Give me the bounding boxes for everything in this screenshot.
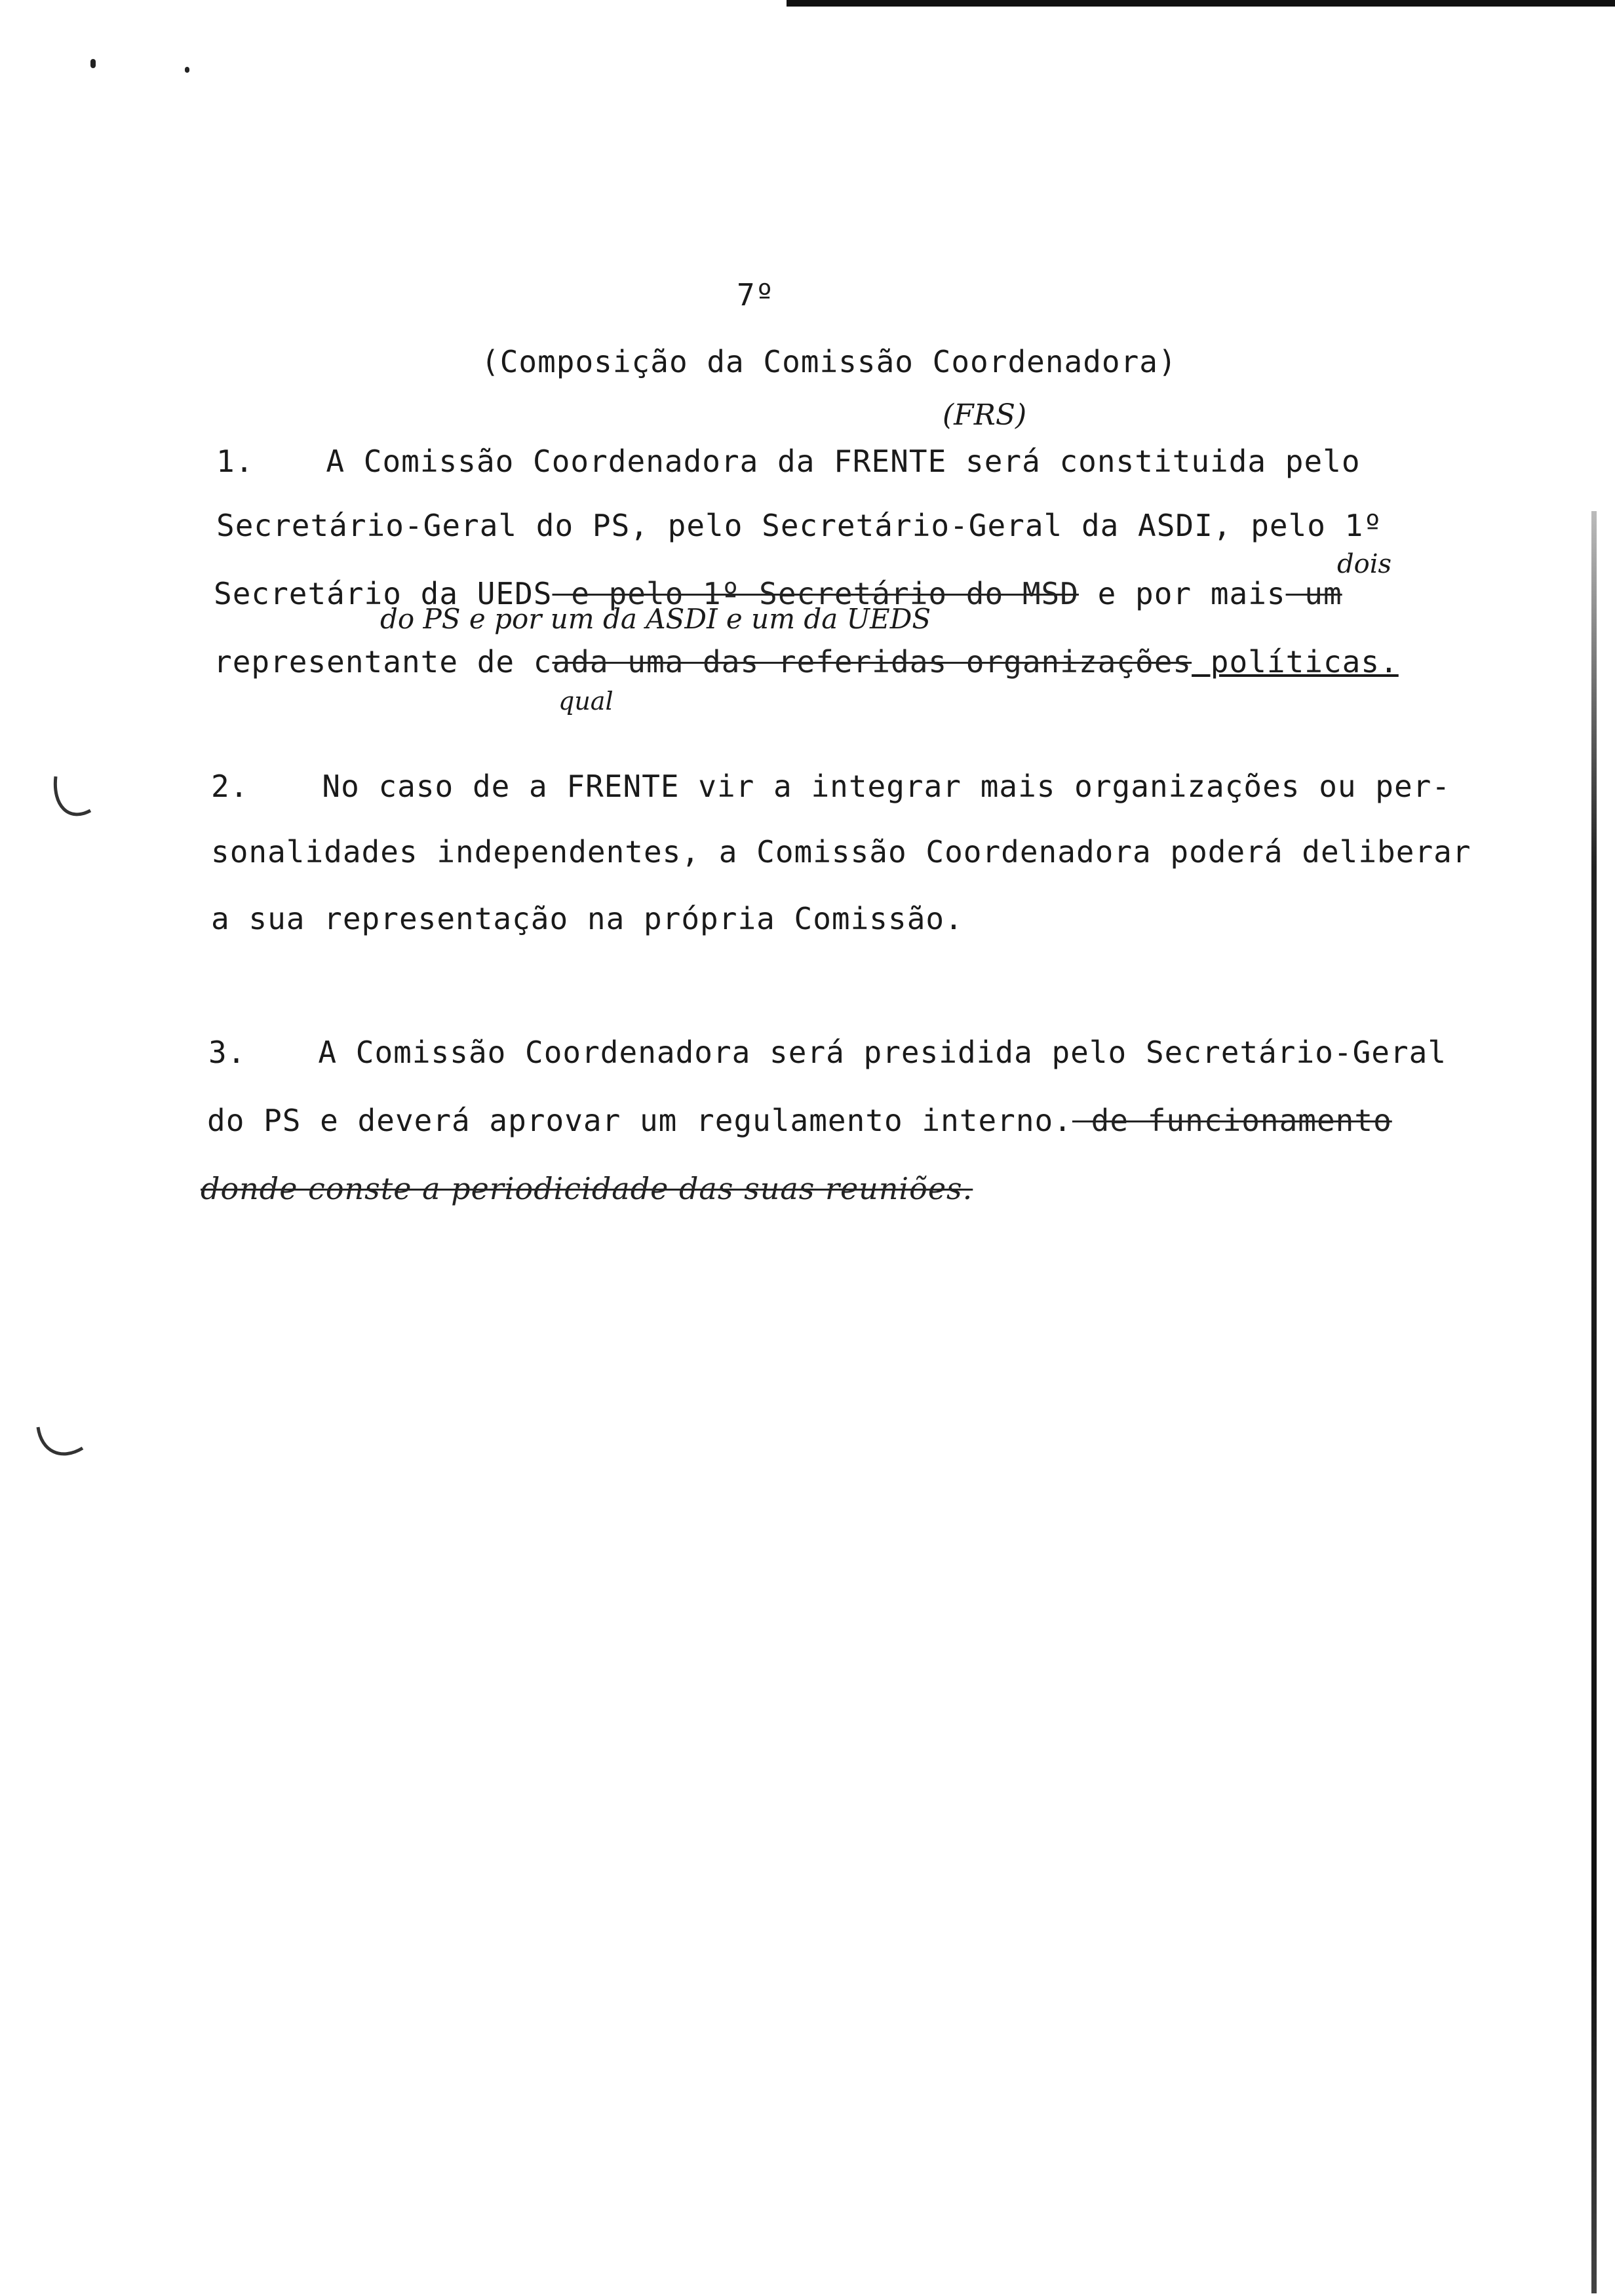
struck-text: ada uma das referidas organizações	[552, 644, 1192, 679]
paragraph-1-text: representante de c	[214, 644, 553, 679]
paragraph-2-number: 2.	[211, 769, 249, 804]
paragraph-2-line-1	[211, 768, 1450, 805]
handwritten-insert-frs: (FRS)	[943, 398, 1027, 432]
paragraph-1-line-4	[214, 643, 1399, 680]
paragraph-1-text: será constituida pelo	[946, 444, 1361, 479]
struck-text: um	[1285, 576, 1342, 611]
paragraph-1-text: e por mais	[1078, 576, 1286, 611]
scan-speck	[185, 67, 189, 73]
hole-punch-mark	[31, 1422, 90, 1468]
page-number: 7º	[737, 277, 775, 313]
paragraph-1-text: Secretário da UEDS	[214, 576, 553, 611]
scan-speck	[90, 59, 96, 68]
paragraph-1-text: A Comissão Coordenadora da FRENTE	[326, 444, 947, 479]
struck-text: de funcionamento	[1072, 1103, 1392, 1138]
struck-text: donde conste a periodicidade das suas reuniões.	[201, 1171, 973, 1206]
paragraph-1-line-2: Secretário-Geral do PS, pelo Secretário-Geral da ASDI, pelo 1º	[216, 508, 1383, 543]
paragraph-2-line-2: sonalidades independentes, a Comissão Coordenadora poderá deliberar	[211, 834, 1471, 870]
paragraph-3-line-1	[208, 1034, 1447, 1071]
struck-text: e pelo 1º Secretário do MSD	[552, 576, 1079, 611]
handwritten-insert-qual: qual	[558, 687, 613, 716]
paragraph-3-number: 3.	[208, 1035, 246, 1070]
paragraph-3-text: do PS e deverá aprovar um regulamento interno	[207, 1103, 1054, 1138]
handwritten-insert-line: do PS e por um da ASDI e um da UEDS	[380, 603, 931, 635]
handwritten-insert-dois: dois	[1337, 549, 1392, 579]
paragraph-3-line-2	[207, 1102, 1392, 1139]
paragraph-1-line-1	[216, 443, 1361, 480]
paragraph-2-text: No caso de a FRENTE vir a integrar mais organizações ou per-	[322, 769, 1451, 804]
page-heading: (Composição da Comissão Coordenadora)	[481, 344, 1177, 379]
scan-top-edge	[787, 0, 1615, 7]
hole-punch-mark	[46, 770, 98, 829]
paragraph-2-line-3: a sua representação na própria Comissão.	[211, 901, 963, 936]
paragraph-1-number: 1.	[216, 444, 254, 479]
paragraph-3-text: .	[1053, 1103, 1072, 1138]
paragraph-1-text: políticas.	[1192, 644, 1399, 679]
paragraph-3-text: A Comissão Coordenadora será presidida pelo Secretário-Geral	[318, 1035, 1447, 1070]
scan-right-edge	[1591, 511, 1597, 2293]
paragraph-3-line-3	[201, 1170, 973, 1207]
